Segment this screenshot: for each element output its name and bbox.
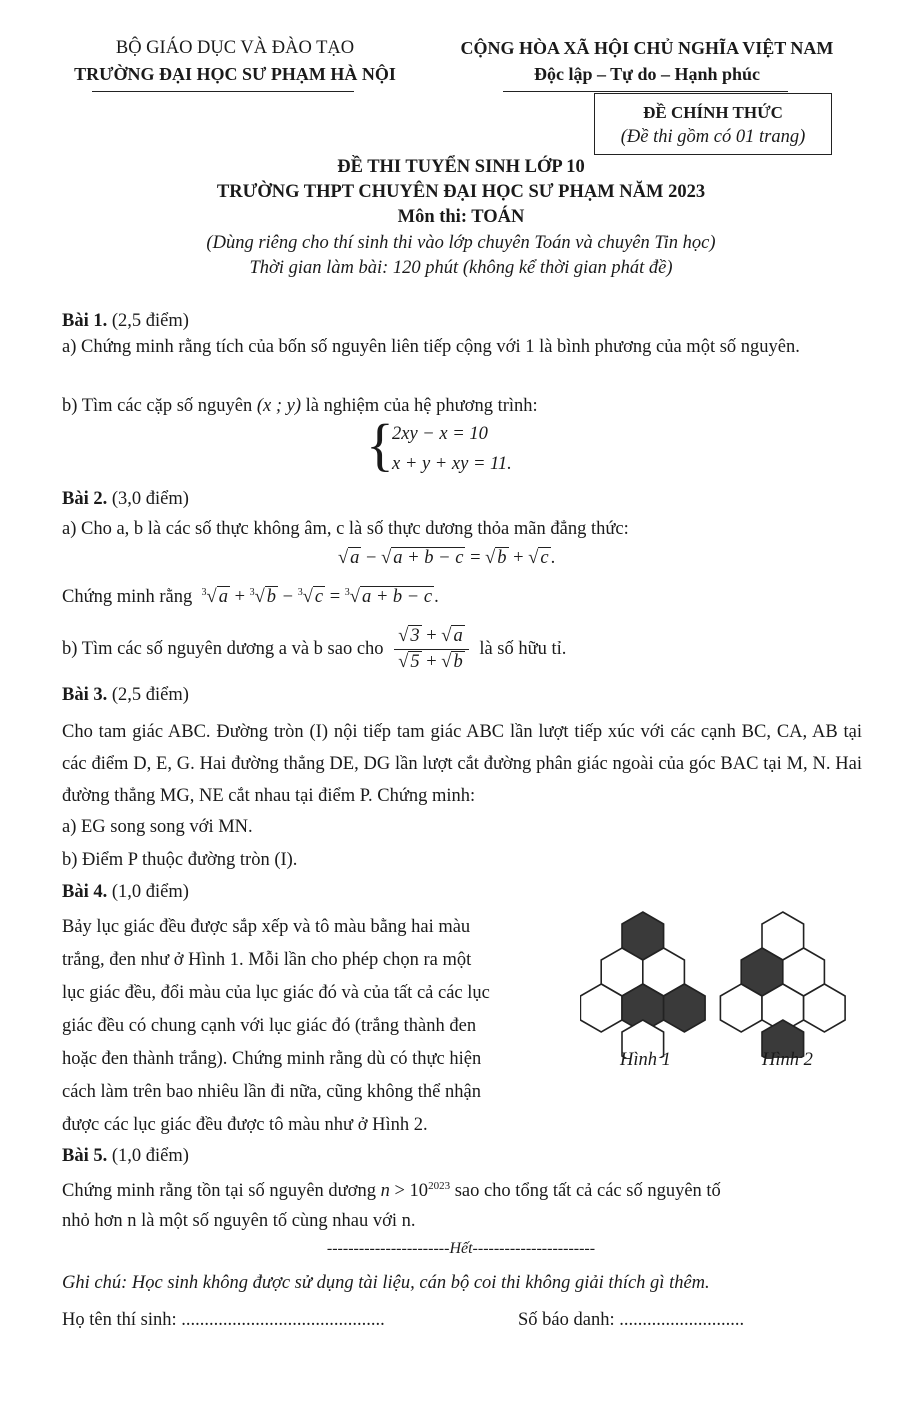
problem-4-line: được các lục giác đều được tô màu như ở Hình 2. <box>62 1115 428 1135</box>
school-title: TRƯỜNG THPT CHUYÊN ĐẠI HỌC SƯ PHẠM NĂM 2023 <box>216 182 706 202</box>
page-count-note: (Đề thi gồm có 01 trang) <box>620 127 806 147</box>
problem-5-line-2: nhỏ hơn n là một số nguyên tố cùng nhau với n. <box>62 1211 416 1231</box>
problem-4-line: hoặc đen thành trắng). Chứng minh rằng dù có thực hiện <box>62 1049 482 1069</box>
republic-name: CỘNG HÒA XÃ HỘI CHỦ NGHĨA VIỆT NAM <box>460 38 834 58</box>
problem-1b-prefix: b) Tìm các cặp số nguyên <box>62 396 253 416</box>
problem-2-points: (3,0 điểm) <box>111 489 189 509</box>
problem-1b-suffix: là nghiệm của hệ phương trình: <box>305 396 538 416</box>
problem-5-suffix: sao cho tổng tất cả các số nguyên tố <box>454 1181 721 1202</box>
official-exam-box <box>594 93 832 155</box>
problem-4-heading <box>62 882 189 903</box>
candidate-name-field: Họ tên thí sinh: ............................................ <box>62 1310 385 1330</box>
national-motto: Độc lập – Tự do – Hạnh phúc <box>533 64 761 84</box>
problem-5-label: Bài 5. <box>62 1146 108 1166</box>
cube-root-identity: $^3$√ a + $^3$√ b − $^3$√ c = $^3$√ a + b − c . <box>201 587 439 608</box>
equality-formula: √ a − √ a + b − c = √ b + √ c . <box>338 548 556 568</box>
header-underline-right <box>503 91 788 92</box>
problem-4-label: Bài 4. <box>62 882 108 902</box>
ministry-name: BỘ GIÁO DỤC VÀ ĐÀO TẠO <box>115 38 355 58</box>
problem-3-points: (2,5 điểm) <box>111 685 189 705</box>
footnote: Ghi chú: Học sinh không được sử dụng tài liệu, cán bộ coi thi không giải thích gì thêm. <box>62 1273 710 1293</box>
problem-1a-text: a) Chứng minh rằng tích của bốn số nguyên liên tiếp cộng với 1 là bình phương của một số nguyên. <box>62 337 800 357</box>
time-note: Thời gian làm bài: 120 phút (không kể thời gian phát đề) <box>249 258 673 278</box>
power-exponent: 2023 <box>428 1180 451 1192</box>
exam-title: ĐỀ THI TUYỂN SINH LỚP 10 <box>337 157 585 177</box>
header-underline-left <box>92 91 354 92</box>
problem-5-points: (1,0 điểm) <box>111 1146 189 1166</box>
university-name: TRƯỜNG ĐẠI HỌC SƯ PHẠM HÀ NỘI <box>74 64 396 84</box>
problem-4-line: lục giác đều, đổi màu của lục giác đó và của tất cả các lục <box>62 983 490 1003</box>
hexagon-figures <box>580 908 890 1058</box>
problem-1-heading <box>62 311 189 332</box>
problem-2-heading <box>62 489 189 510</box>
equation-1: 2xy − x = 10 <box>392 424 488 444</box>
problem-3-heading <box>62 685 189 706</box>
problem-2a-text: a) Cho a, b là các số thực không âm, c là số thực dương thỏa mãn đẳng thức: <box>62 519 629 539</box>
figure-2-caption: Hình 2 <box>762 1050 813 1070</box>
candidate-number-field: Số báo danh: ........................... <box>518 1310 745 1330</box>
figure-1-hexagons <box>580 912 705 1058</box>
problem-4-line: trắng, đen như ở Hình 1. Mỗi lần cho phép chọn ra một <box>62 950 472 970</box>
problem-3-label: Bài 3. <box>62 685 108 705</box>
problem-1-label: Bài 1. <box>62 311 108 331</box>
problem-4-points: (1,0 điểm) <box>111 882 189 902</box>
problem-1-points: (2,5 điểm) <box>111 311 189 331</box>
problem-2a-prove <box>62 587 439 608</box>
subject-title: Môn thi: TOÁN <box>397 207 525 227</box>
problem-4-line: giác đều có chung cạnh với lục giác đó (trắng thành đen <box>62 1016 477 1036</box>
prove-label: Chứng minh rằng <box>62 587 193 608</box>
end-marker: -----------------------Hết----------------------- <box>326 1240 596 1257</box>
problem-5-prefix: Chứng minh rằng tồn tại số nguyên dương <box>62 1181 376 1202</box>
problem-2b-suffix: là số hữu tỉ. <box>479 638 567 659</box>
equation-2: x + y + xy = 11. <box>392 454 512 474</box>
problem-4-line: Bảy lục giác đều được sắp xếp và tô màu bằng hai màu <box>62 917 471 937</box>
official-label: ĐỀ CHÍNH THỨC <box>643 103 783 122</box>
figure-1-caption: Hình 1 <box>620 1050 671 1070</box>
problem-3a-text: a) EG song song với MN. <box>62 817 253 837</box>
problem-1b-pair: (x ; y) <box>256 396 302 416</box>
problem-5-line-1: Chứng minh rằng tồn tại số nguyên dương $n > 10^{2023}$ sao cho tổng tất cả các số nguyên tố <box>62 1180 721 1202</box>
problem-4-line: cách làm trên bao nhiêu lần đi nữa, cũng không thể nhận <box>62 1082 481 1102</box>
usage-note: (Dùng riêng cho thí sinh thi vào lớp chuyên Toán và chuyên Tin học) <box>206 233 716 253</box>
problem-2b-prefix: b) Tìm các số nguyên dương a và b sao cho <box>62 638 384 659</box>
problem-2-label: Bài 2. <box>62 489 108 509</box>
figure-2-hexagons <box>720 912 845 1058</box>
problem-5-heading <box>62 1146 189 1167</box>
problem-3b-text: b) Điểm P thuộc đường tròn (I). <box>62 850 298 870</box>
system-brace: { <box>366 412 394 477</box>
problem-3-text: Cho tam giác ABC. Đường tròn (I) nội tiếp tam giác ABC lần lượt tiếp xúc với các cạnh BC, CA, AB tại các điểm D, E, G. Hai đường thẳng DE, DG lần lượt cắt đường phân giác ngoài của góc BAC tại M, N. Hai đường thẳng MG, NE cắt nhau tại điểm P. Chứng minh: <box>62 722 862 806</box>
problem-2b-text <box>62 626 566 673</box>
problem-1b-text <box>62 396 538 417</box>
rational-fraction: $\frac{√ 3 + √ a}{√ 5 + √ b}$ <box>394 626 469 673</box>
